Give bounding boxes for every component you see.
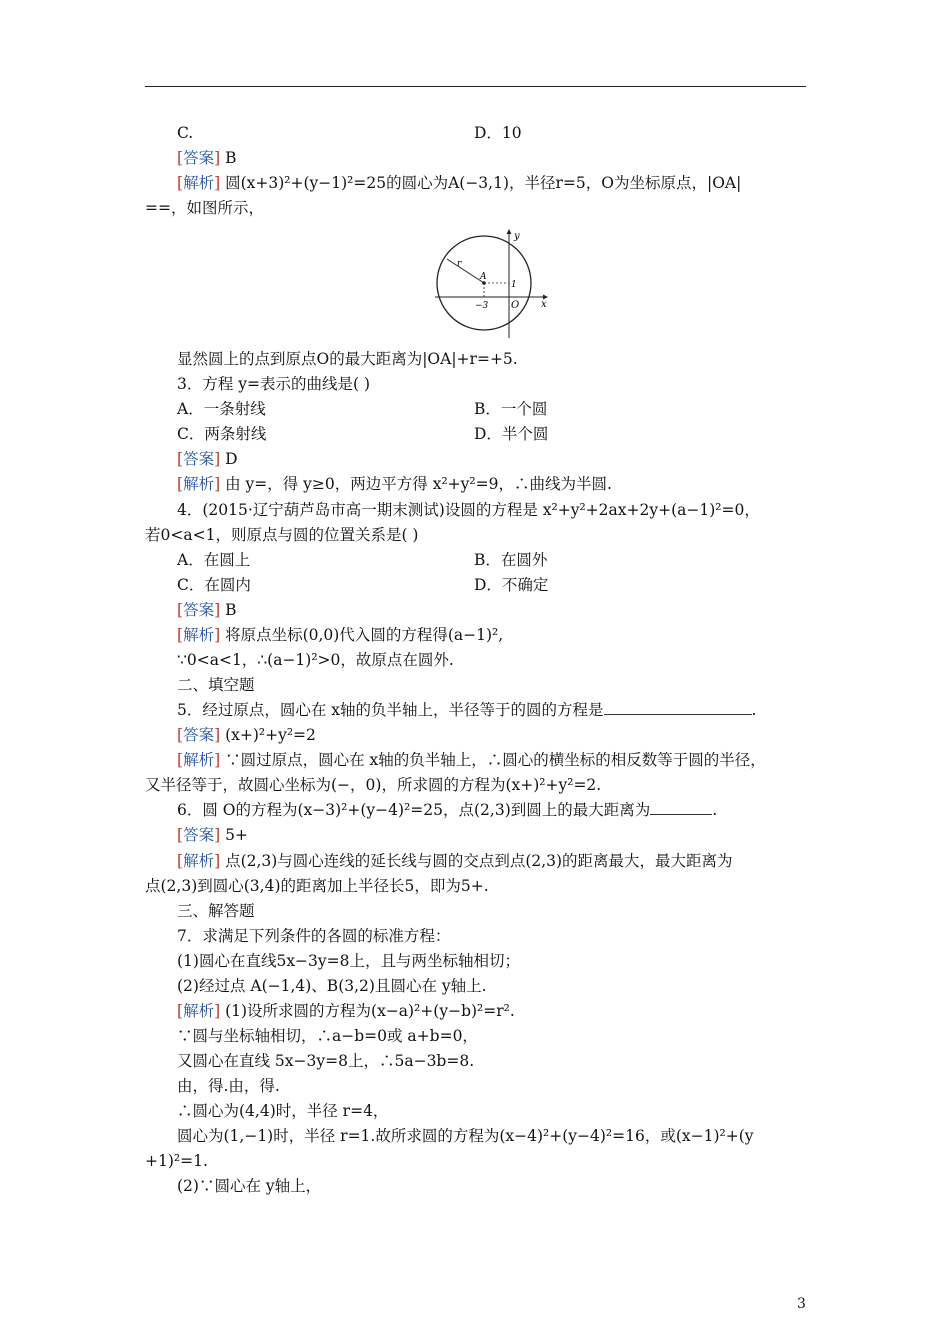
page-number: 3 [797,1296,806,1312]
analysis-line: [解析] 点(2,3)与圆心连线的延长线与圆的交点到点(2,3)的距离最大，最大距离为 [177,852,733,870]
text-line: 又圆心在直线 5x−3y=8上，∴5a−3b=8. [177,1052,475,1070]
y-label: y [514,231,520,242]
text-line: 点(2,3)到圆心(3,4)的距离加上半径长5，即为5+. [145,877,489,895]
header-rule [145,86,806,87]
analysis-line: [解析] 将原点坐标(0,0)代入圆的方程得(a−1)², [177,626,504,644]
option-d: D．半个圆 [474,425,549,443]
text-line: (1)圆心在直线5x−3y=8上，且与两坐标轴相切； [177,952,521,970]
text-line: 圆心为(1,−1)时，半径 r=1.故所求圆的方程为(x−4)²+(y−4)²=16，或(x−1)²+(y [177,1127,754,1145]
option-c: C．两条射线 [177,425,267,443]
text-line: 显然圆上的点到原点O的最大距离为|OA|+r=+5. [177,350,518,368]
y-arrow-icon [507,229,512,234]
option-a: A．一条射线 [177,400,266,418]
answer-blank[interactable] [604,700,752,715]
text-line: ∵0<a<1，∴(a−1)²>0，故原点在圆外. [177,651,454,669]
radius-line [447,259,484,283]
option-b: B．在圆外 [474,551,548,569]
option-d: D．不确定 [474,576,549,594]
text-line: ∴圆心为(4,4)时，半径 r=4， [177,1102,389,1120]
option-b: B．一个圆 [474,400,548,418]
text-line: ==，如图所示， [145,199,264,217]
text-line: 又半径等于，故圆心坐标为(−，0)，所求圆的方程为(x+)²+y²=2. [145,776,602,794]
text-line: ∵圆与坐标轴相切，∴a−b=0或 a+b=0， [177,1027,478,1045]
answer-line: [答案] D [177,450,238,468]
answer-line: [答案] (x+)²+y²=2 [177,726,316,744]
text-line: 由，得.由，得. [177,1077,280,1095]
option-c: C. [177,124,194,142]
text-line: 若0<a<1，则原点与圆的位置关系是( ) [145,526,419,544]
section-heading: 二、填空题 [177,676,255,694]
analysis-line: [解析] 圆(x+3)²+(y−1)²=25的圆心为A(−3,1)，半径r=5，O为坐标原点，|OA| [177,174,742,192]
question-3: 3．方程 y=表示的曲线是( ) [177,375,371,393]
answer-line: [答案] B [177,149,237,167]
one-label: 1 [511,280,517,290]
r-label: r [457,259,462,269]
o-label: O [511,300,520,311]
answer-line: [答案] B [177,601,237,619]
analysis-line: [解析] ∵圆过原点，圆心在 x轴的负半轴上，∴圆心的横坐标的相反数等于圆的半径， [177,751,766,769]
text-line: (2)经过点 A(−1,4)、B(3,2)且圆心在 y轴上. [177,977,487,995]
text-line: (2)∵圆心在 y轴上， [177,1177,322,1195]
section-heading: 三、解答题 [177,902,255,920]
analysis-line: [解析] 由 y=，得 y≥0，两边平方得 x²+y²=9，∴曲线为半圆. [177,475,612,493]
circle-figure [430,226,554,342]
neg3-label: −3 [475,301,489,311]
question-4: 4．(2015·辽宁葫芦岛市高一期末测试)设圆的方程是 x²+y²+2ax+2y+(a−1)²=0， [177,501,760,519]
text-line: +1)²=1. [145,1152,208,1170]
x-label: x [541,299,547,310]
answer-blank[interactable] [650,800,712,815]
question-7: 7．求满足下列条件的各圆的标准方程： [177,927,451,945]
option-a: A．在圆上 [177,551,251,569]
a-label: A [480,272,487,282]
analysis-line: [解析] (1)设所求圆的方程为(x−a)²+(y−b)²=r². [177,1002,515,1020]
question-5: 5．经过原点，圆心在 x轴的负半轴上，半径等于的圆的方程是 . [177,701,757,719]
option-c: C．在圆内 [177,576,251,594]
question-6: 6．圆 O的方程为(x−3)²+(y−4)²=25，点(2,3)到圆上的最大距离为 . [177,801,718,819]
option-d: D．10 [474,124,522,142]
answer-line: [答案] 5+ [177,826,248,844]
